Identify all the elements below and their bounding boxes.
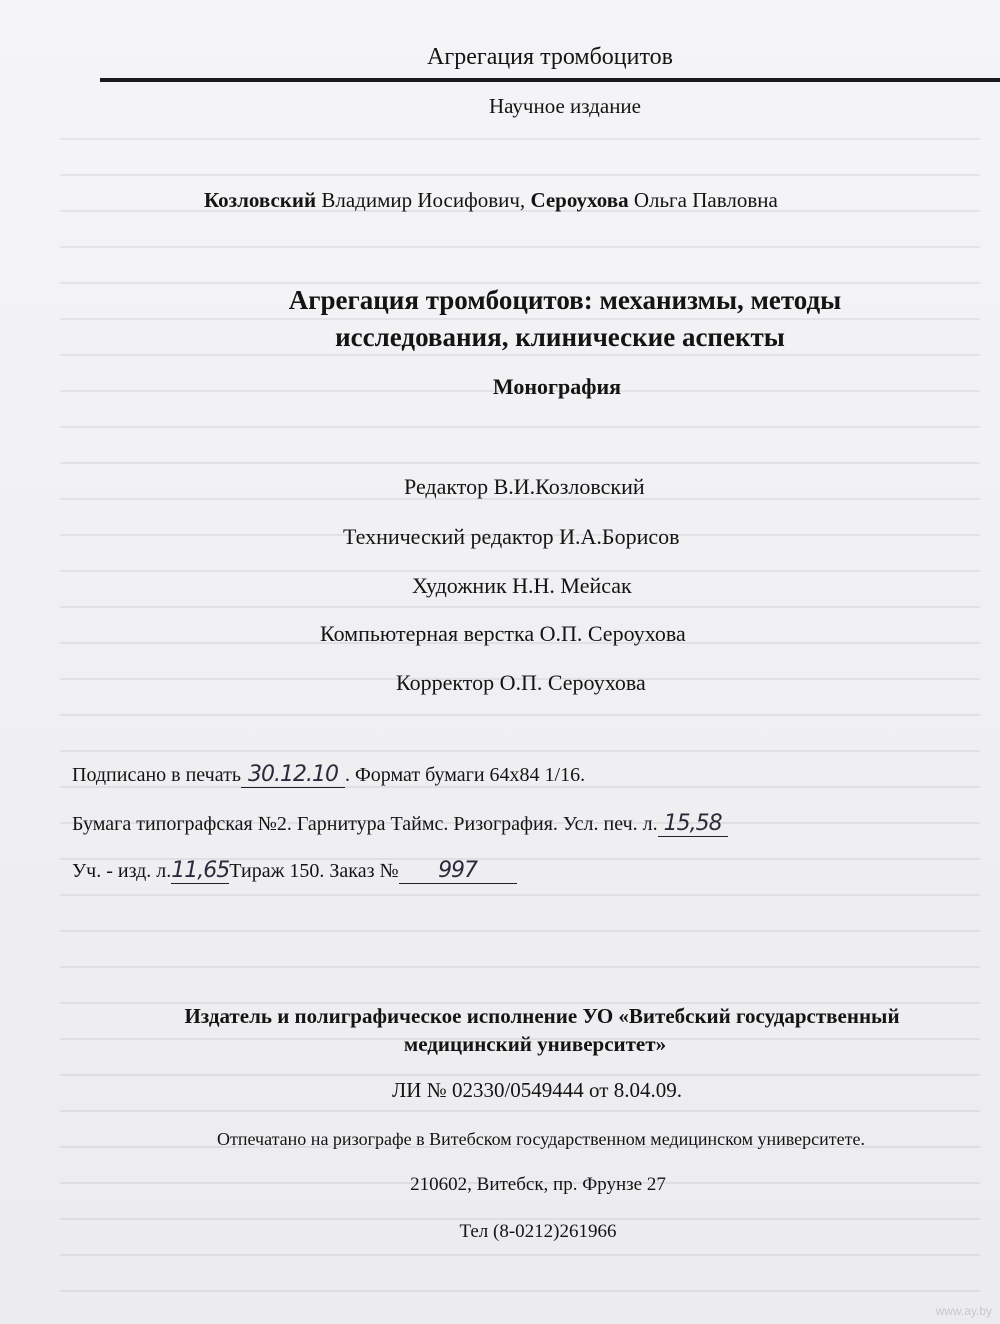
proofreader-credit: Корректор О.П. Сероухова xyxy=(396,670,646,695)
watermark: www.ay.by xyxy=(935,1304,992,1318)
header-rule xyxy=(100,78,1000,82)
tech-editor-credit: Технический редактор И.А.Борисов xyxy=(343,524,680,549)
paper-info: Бумага типографская №2. Гарнитура Таймс. Ризография. Усл. печ. л. xyxy=(72,813,658,835)
paper-line xyxy=(72,811,728,837)
edition-type: Научное издание xyxy=(488,94,641,118)
pub-sheets-label: Уч. - изд. л. xyxy=(72,860,172,882)
paper-format: . Формат бумаги 64х84 1/16. xyxy=(344,764,586,786)
print-sheets-handwritten: 15,58 xyxy=(658,811,728,837)
pub-line xyxy=(72,858,517,884)
running-header: Агрегация тромбоцитов xyxy=(427,44,673,70)
signed-date-handwritten: 30.12.10 xyxy=(241,762,345,788)
order-number-handwritten: 997 xyxy=(399,858,517,884)
book-title-line2: исследования, клинические аспекты xyxy=(335,322,785,352)
layout-credit: Компьютерная верстка О.П. Сероухова xyxy=(320,621,686,646)
pub-sheets-handwritten: 11,65 xyxy=(171,858,230,883)
book-genre: Монография xyxy=(492,374,622,399)
signed-label: Подписано в печать xyxy=(72,764,241,786)
run-and-order: Тираж 150. Заказ № xyxy=(229,860,399,882)
book-title-line1: Агрегация тромбоцитов: механизмы, методы xyxy=(288,285,842,315)
artist-credit: Художник Н.Н. Мейсак xyxy=(412,573,632,598)
author2-name: Ольга Павловна xyxy=(633,188,778,212)
license-number: ЛИ № 02330/0549444 от 8.04.09. xyxy=(392,1078,682,1102)
printed-at: Отпечатано на ризографе в Витебском государственном медицинском университете. xyxy=(216,1129,865,1149)
publisher-line1: Издатель и полиграфическое исполнение УО «Витебский государственный xyxy=(184,1004,900,1028)
editor-credit: Редактор В.И.Козловский xyxy=(404,474,645,499)
author2-surname: Сероухова xyxy=(530,188,629,212)
author1-surname: Козловский xyxy=(204,188,317,212)
publisher-line2: медицинский университет» xyxy=(403,1032,667,1056)
authors xyxy=(204,188,778,213)
address: 210602, Витебск, пр. Фрунзе 27 xyxy=(410,1174,666,1195)
author1-name: Владимир Иосифович, xyxy=(321,188,526,212)
phone: Тел (8-0212)261966 xyxy=(459,1221,617,1242)
signed-line xyxy=(72,762,585,788)
